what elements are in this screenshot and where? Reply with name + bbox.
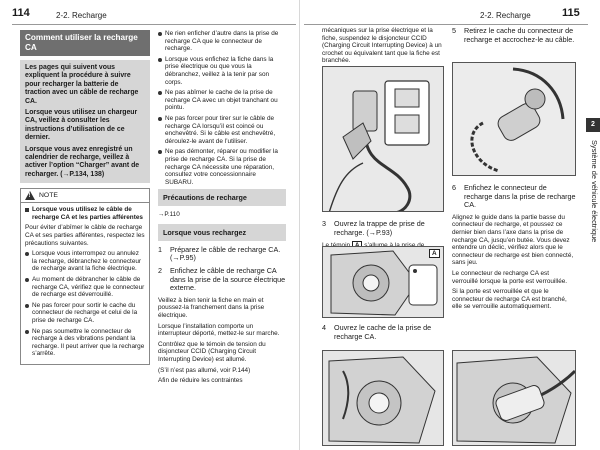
- step-text: Ouvrez la trappe de prise de recharge. (→P.93): [334, 219, 425, 237]
- body-paragraph: Afin de réduire les contraintes: [158, 377, 243, 385]
- step-number: 3: [322, 219, 326, 228]
- figure-outlet-plug: [322, 66, 444, 212]
- note-body: [21, 203, 149, 364]
- step-number: 6: [452, 183, 456, 192]
- intro-paragraph: Lorsque vous utilisez un chargeur CA, veillez à consulter les instructions d’utilisation de ce dernier.: [25, 109, 138, 142]
- step-number: 1: [158, 244, 162, 254]
- right-section-title: 2-2. Recharge: [480, 11, 531, 20]
- figure-callout-a: A: [429, 249, 440, 258]
- figure-charge-port: [322, 246, 444, 318]
- step-6: [452, 184, 576, 210]
- step-1: [158, 246, 286, 263]
- body-paragraph: Le connecteur de recharge CA est verrouillé lorsque la porte est verrouillée.: [452, 269, 568, 285]
- note-list: [25, 250, 145, 358]
- list-item: Ne pas forcer pour sortir le cache du connecteur de recharge et celui de la prise de recharge CA.: [25, 302, 145, 325]
- left-column-2: [158, 30, 286, 388]
- right-header-rule: [304, 24, 588, 25]
- right-page: [300, 0, 600, 450]
- body-paragraph: Contrôlez que le témoin de tension du disjoncteur CCID (Charging Circuit Interrupting Device) est allumé.: [158, 340, 266, 363]
- step-number: 4: [322, 323, 326, 332]
- precaution-list: [158, 30, 286, 186]
- step-number: 5: [452, 26, 456, 35]
- section-heading-precautions: Précautions de recharge: [158, 189, 286, 206]
- step-text: Enfichez le connecteur de recharge dans la prise de recharge CA.: [464, 183, 576, 210]
- note-text: Pour éviter d’abîmer le câble de recharge CA et ses parties afférentes, respectez les précautions suivantes.: [25, 224, 145, 247]
- step-3: [322, 220, 444, 237]
- section-heading-ac-charging: Comment utiliser la recharge CA: [20, 30, 150, 56]
- body-paragraph: Veillez à bien tenir la fiche en main et poussez-la franchement dans la prise électrique.: [158, 296, 265, 320]
- warning-icon: [25, 191, 35, 200]
- step-text: Ouvrez le cache de la prise de recharge CA.: [334, 323, 432, 341]
- left-column-1: [20, 30, 150, 365]
- right-column-1: [322, 27, 444, 68]
- precautions-ref: →P.110: [158, 211, 180, 219]
- intro-paragraph: Lorsque vous avez enregistré un calendrier de recharge, veillez à activer l’option “Charger” avant de recharger. (→P.134, 138): [25, 145, 140, 178]
- list-item: Ne pas abîmer le cache de la prise de recharge CA avec un objet tranchant ou pointu.: [158, 89, 286, 112]
- body-paragraph: Si la porte est verrouillée et que le connecteur de recharge CA est branché, elle se verrouille automatiquement.: [452, 288, 567, 311]
- note-header: [21, 189, 149, 203]
- figure-connector-plugged: [452, 350, 576, 446]
- note-label: NOTE: [39, 191, 58, 199]
- list-item: Lorsque vous interrompez ou annulez la recharge, débranchez le connecteur de recharge avant la fiche électrique.: [25, 250, 145, 273]
- figure-connector-cover: [452, 62, 576, 176]
- figure-port-cover: [322, 350, 444, 446]
- list-item: Ne pas soumettre le connecteur de recharge à des vibrations pendant la recharge. Il peut arriver que la recharge s’arrête.: [25, 328, 145, 358]
- body-paragraph: (S’il n’est pas allumé, voir P.144): [158, 366, 251, 374]
- step-2: [158, 267, 286, 293]
- step-text: Retirez le cache du connecteur de recharge et accrochez-le au câble.: [464, 26, 575, 44]
- step-text: Préparez le câble de recharge CA. (→P.95): [170, 244, 281, 263]
- note-box: [20, 188, 150, 365]
- step-5: [452, 27, 576, 44]
- step-number: 2: [158, 266, 162, 276]
- list-item: Ne rien enficher d’autre dans la prise de recharge CA que le connecteur de recharge.: [158, 30, 286, 53]
- chapter-tab: 2: [586, 118, 600, 132]
- intro-paragraph: Les pages qui suivent vous expliquent la procédure à suivre pour recharger la batterie de traction avec un câble de recharge CA.: [25, 64, 139, 105]
- step-text: Enfichez le câble de recharge CA dans la prise de la source électrique externe.: [170, 266, 286, 293]
- section-heading-charging: Lorsque vous rechargez: [158, 224, 286, 241]
- body-paragraph: Alignez le guide dans la partie basse du connecteur de recharge, et poussez ce dernier bien dans l’axe dans la prise de recharge CA, jusqu’en butée. Vous devez entendre un déclic, vérifiez alors que le connecteur de recharge est bien connecté, sans jeu.: [452, 213, 574, 267]
- note-title: Lorsque vous utilisez le câble de recharge CA et les parties afférentes: [25, 206, 145, 221]
- continued-paragraph: mécaniques sur la prise électrique et la fiche, suspendez le disjoncteur CCID (Charging Circuit Interrupting Device) à un crochet ou équivalent tant que la fiche est branchée.: [322, 27, 442, 65]
- body-paragraph: Lorsque l’installation comporte un interrupteur déporté, mettez-le sur marche.: [158, 322, 280, 338]
- intro-box: [20, 60, 150, 183]
- right-column-1-step4: [322, 324, 444, 345]
- list-item: Au moment de débrancher le câble de recharge CA, vérifiez que le connecteur de recharge est déverrouillé.: [25, 276, 145, 299]
- chapter-label: Système de véhicule électrique: [590, 140, 599, 243]
- right-column-2: [452, 27, 576, 48]
- step-4: [322, 324, 444, 341]
- list-item: Lorsque vous enfichez la fiche dans la prise électrique ou que vous la débranchez, veillez à la tenir par son corps.: [158, 56, 286, 86]
- list-item: Ne pas démonter, réparer ou modifier la prise de recharge CA. Si la prise de recharge CA nécessite une réparation, consultez votre concessionnaire SUBARU.: [158, 148, 286, 186]
- left-section-title: 2-2. Recharge: [56, 11, 107, 20]
- right-column-2-lower: [452, 184, 576, 314]
- left-header-rule: [12, 24, 296, 25]
- left-page-number: 114: [12, 7, 30, 19]
- list-item: Ne pas forcer pour tirer sur le câble de recharge CA lorsqu’il est coincé ou enchevêtré. Si le câble est enchevêtré, déroulez-le avant de l’utiliser.: [158, 115, 286, 145]
- right-page-number: 115: [562, 7, 580, 19]
